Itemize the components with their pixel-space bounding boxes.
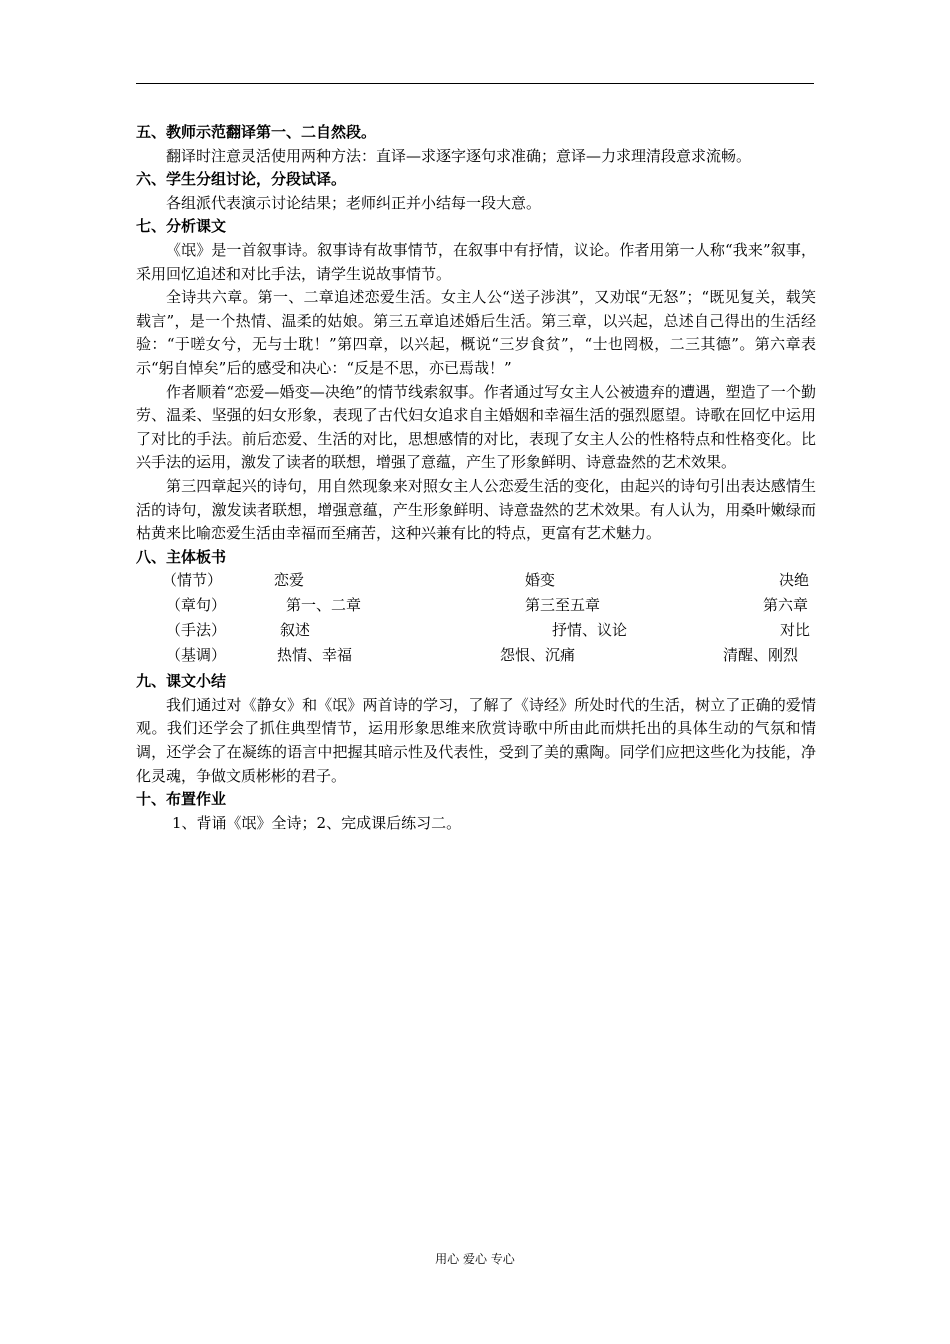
board-cell: 恋爱 [274, 571, 305, 590]
paragraph: 《氓》是一首叙事诗。叙事诗有故事情节，在叙事中有抒情，议论。作者用第一人称“我来”叙事，采用回忆追述和对比手法，请学生说故事情节。 [136, 240, 816, 283]
paragraph: 作者顺着“恋爱—婚变—决绝”的情节线索叙事。作者通过写女主人公被遗弃的遭遇，塑造了一个勤劳、温柔、坚强的妇女形象，表现了古代妇女追求自主婚姻和幸福生活的强烈愿望。诗歌在回忆中运用了对比的手法。前后恋爱、生活的对比，思想感情的对比，表现了女主人公的性格特点和性格变化。比兴手法的运用，激发了读者的联想，增强了意蕴，产生了形象鲜明、诗意盎然的艺术效果。 [136, 382, 816, 472]
board-row [136, 594, 816, 619]
board-row [136, 619, 816, 644]
board-row [136, 644, 816, 669]
paragraph: 翻译时注意灵活使用两种方法：直译—求逐字逐句求准确；意译—力求理清段意求流畅。 [166, 146, 752, 165]
page-footer: 用心 爱心 专心 [435, 1252, 515, 1266]
board-cell: 叙述 [280, 621, 311, 640]
section-heading: 八、主体板书 [136, 547, 227, 566]
document-body [136, 121, 816, 835]
board-cell: 婚变 [525, 571, 556, 590]
paragraph: 各组派代表演示讨论结果；老师纠正并小结每一段大意。 [166, 193, 542, 212]
blackboard-summary [136, 569, 816, 670]
board-label: （手法） [166, 621, 227, 640]
paragraph: 第三四章起兴的诗句，用自然现象来对照女主人公恋爱生活的变化，由起兴的诗句引出表达感情生活的诗句，激发读者联想，增强意蕴，产生形象鲜明、诗意盎然的艺术效果。有人认为，用桑叶嫩绿而枯黄来比喻恋爱生活由幸福而至痛苦，这种兴兼有比的特点，更富有艺术魅力。 [136, 476, 816, 543]
section-heading: 六、学生分组讨论，分段试译。 [136, 170, 347, 189]
board-cell: 热情、幸福 [277, 646, 353, 665]
board-row [136, 569, 816, 594]
section-heading: 七、分析课文 [136, 217, 227, 236]
board-cell: 第一、二章 [286, 596, 362, 615]
section-heading: 十、布置作业 [136, 790, 227, 809]
section-heading: 五、教师示范翻译第一、二自然段。 [136, 123, 377, 141]
board-cell: 怨恨、沉痛 [500, 646, 576, 665]
paragraph: 1、背诵《氓》全诗；2、完成课后练习二。 [172, 813, 462, 832]
section-heading: 九、课文小结 [136, 672, 227, 691]
board-label: （基调） [166, 646, 227, 665]
paragraph: 全诗共六章。第一、二章追述恋爱生活。女主人公“送子涉淇”，又劝氓“无怒”；“既见复关，载笑载言”，是一个热情、温柔的姑娘。第三五章追述婚后生活。第三章，以兴起，总述自己得出的生活经验：“于嗟女兮，无与士耽！”第四章，以兴起，概说“三岁食贫”，“士也罔极，二三其德”。第六章表示“躬自悼矣”后的感受和决心：“反是不思，亦已焉哉！” [136, 288, 816, 377]
board-cell: 决绝 [779, 571, 810, 590]
board-cell: 对比 [780, 621, 811, 640]
header-rule [136, 83, 814, 84]
board-label: （章句） [166, 596, 227, 615]
board-cell: 第六章 [763, 596, 809, 615]
board-label: （情节） [162, 571, 223, 590]
board-cell: 清醒、刚烈 [723, 646, 799, 665]
board-cell: 抒情、议论 [552, 621, 628, 640]
board-cell: 第三至五章 [525, 596, 601, 615]
paragraph: 我们通过对《静女》和《氓》两首诗的学习，了解了《诗经》所处时代的生活，树立了正确的爱情观。我们还学会了抓住典型情节，运用形象思维来欣赏诗歌中所由此而烘托出的具体生动的气氛和情调，还学会了在凝练的语言中把握其暗示性及代表性，受到了美的熏陶。同学们应把这些化为技能，净化灵魂，争做文质彬彬的君子。 [136, 695, 816, 785]
